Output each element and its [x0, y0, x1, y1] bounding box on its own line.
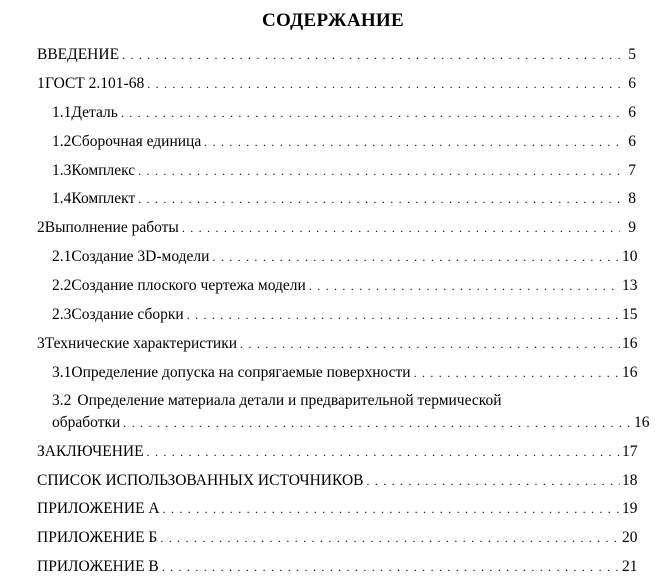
- toc-entry-number: 1.1: [52, 104, 72, 121]
- toc-entry-introduction[interactable]: [0, 44, 666, 66]
- dot-leader: [240, 333, 620, 355]
- toc-page-number: 19: [622, 500, 638, 517]
- toc-page-number: 20: [622, 529, 638, 546]
- toc-entry-label: ГОСТ 2.101-68: [45, 75, 145, 92]
- toc-page-number: 6: [628, 133, 636, 150]
- toc-entry-label: ЗАКЛЮЧЕНИЕ: [37, 443, 144, 460]
- toc-entry-label: ПРИЛОЖЕНИЕ В: [37, 558, 159, 575]
- toc-entry-label: Выполнение работы: [44, 219, 179, 236]
- toc-entry-label: СПИСОК ИСПОЛЬЗОВАННЫХ ИСТОЧНИКОВ: [37, 472, 364, 489]
- toc-entry-first-line: [52, 390, 642, 412]
- toc-entry-conclusion[interactable]: [0, 441, 666, 463]
- toc-entry-section-3-2[interactable]: [52, 390, 650, 434]
- toc-entry-section-1-3[interactable]: [0, 160, 666, 182]
- toc-entry-appendix-b[interactable]: [0, 527, 666, 549]
- dot-leader: [366, 470, 620, 492]
- toc-page-number: 7: [628, 162, 636, 179]
- toc-entry-label: Комплект: [71, 190, 136, 207]
- toc-entry-label: ВВЕДЕНИЕ: [37, 46, 120, 63]
- dot-leader: [187, 304, 620, 326]
- toc-page-number: 10: [622, 248, 638, 265]
- toc-entry-section-3-1[interactable]: [0, 362, 666, 384]
- toc-entry-label: Создание 3D-модели: [71, 248, 210, 265]
- dot-leader: [163, 498, 620, 520]
- toc-page-number: 9: [628, 219, 636, 236]
- toc-entry-section-1-1[interactable]: [0, 102, 666, 124]
- toc-entry-label: Технические характеристики: [44, 335, 238, 352]
- toc-page-number: 5: [628, 46, 636, 63]
- toc-entry-label: Создание сборки: [71, 306, 184, 323]
- dot-leader: [160, 527, 620, 549]
- dot-leader: [123, 412, 632, 434]
- toc-entry-second-line: [52, 412, 648, 434]
- dot-leader: [414, 362, 620, 384]
- toc-entry-label: Комплекс: [71, 162, 136, 179]
- toc-page-number: 16: [622, 364, 638, 381]
- toc-entry-label: ПРИЛОЖЕНИЕ Б: [37, 529, 158, 546]
- toc-entry-section-1-2[interactable]: [0, 131, 666, 153]
- toc-page-number: 15: [622, 306, 638, 323]
- toc-page-number: 16: [622, 335, 638, 352]
- dot-leader: [138, 188, 620, 210]
- toc-page-number: 17: [622, 443, 638, 460]
- toc-entry-section-2[interactable]: [0, 217, 666, 239]
- toc-entry-number: 1.4: [52, 190, 72, 207]
- toc-entry-number: 2.2: [52, 277, 72, 294]
- toc-entry-appendix-a[interactable]: [0, 498, 666, 520]
- toc-page-number: 21: [622, 558, 638, 575]
- toc-entry-number: 3: [37, 335, 45, 352]
- toc-entry-number: 3.1: [52, 364, 72, 381]
- dot-leader: [162, 556, 620, 578]
- toc-entry-label-continuation: обработки: [52, 414, 121, 431]
- dot-leader: [122, 44, 620, 66]
- dot-leader: [182, 217, 620, 239]
- toc-entry-label: Сборочная единица: [71, 133, 202, 150]
- toc-entry-references[interactable]: [0, 470, 666, 492]
- dot-leader: [204, 131, 620, 153]
- page-title: СОДЕРЖАНИЕ: [262, 10, 404, 31]
- toc-entry-appendix-v[interactable]: [0, 556, 666, 578]
- toc-entry-section-2-2[interactable]: [0, 275, 666, 297]
- toc-entry-number: 1.2: [52, 133, 72, 150]
- dot-leader: [147, 441, 620, 463]
- toc-page-number: 18: [622, 472, 638, 489]
- dot-leader: [121, 102, 620, 124]
- toc-entry-section-2-3[interactable]: [0, 304, 666, 326]
- toc-entry-number: 2.1: [52, 248, 72, 265]
- dot-leader: [147, 73, 620, 95]
- dot-leader: [309, 275, 620, 297]
- toc-entry-section-2-1[interactable]: [0, 246, 666, 268]
- toc-entry-label: Определение допуска на сопрягаемые поверхности: [71, 364, 411, 381]
- toc-entry-number: 3.2: [52, 392, 72, 409]
- toc-page-number: 8: [628, 190, 636, 207]
- toc-entry-label: Создание плоского чертежа модели: [71, 277, 306, 294]
- dot-leader: [138, 160, 620, 182]
- toc-page-number: 6: [628, 104, 636, 121]
- toc-entry-label: ПРИЛОЖЕНИЕ А: [37, 500, 160, 517]
- dot-leader: [212, 246, 620, 268]
- toc-page-number: 13: [622, 277, 638, 294]
- toc-entry-number: 2.3: [52, 306, 72, 323]
- toc-page-number: 16: [634, 414, 650, 431]
- toc-entry-label: Деталь: [71, 104, 118, 121]
- toc-entry-number: 2: [37, 219, 45, 236]
- toc-entry-number: 1: [37, 75, 45, 92]
- toc-entry-section-3[interactable]: [0, 333, 666, 355]
- toc-entry-section-1-4[interactable]: [0, 188, 666, 210]
- toc-entry-section-1[interactable]: [0, 73, 666, 95]
- toc-entry-label: Определение материала детали и предварительной термической: [77, 392, 502, 409]
- toc-page-number: 6: [628, 75, 636, 92]
- toc-entry-number: 1.3: [52, 162, 72, 179]
